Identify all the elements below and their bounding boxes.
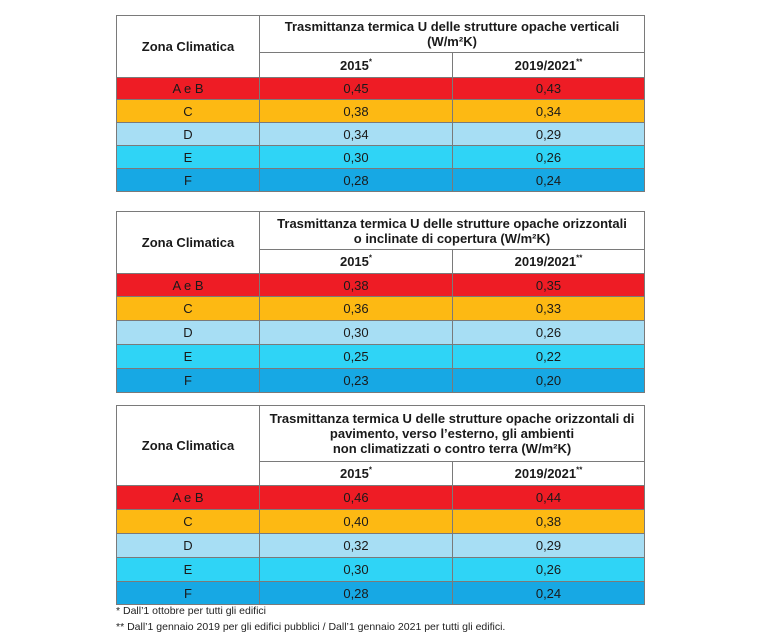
year-2015-header: 2015*: [260, 250, 453, 274]
zone-label: E: [117, 146, 260, 169]
zone-label: D: [117, 534, 260, 558]
value-2019-2021: 0,20: [453, 369, 645, 393]
value-2015: 0,46: [260, 486, 453, 510]
table-row: [117, 100, 645, 123]
table-row: [117, 534, 645, 558]
zone-label: E: [117, 345, 260, 369]
value-2019-2021: 0,24: [453, 582, 645, 605]
zone-label: D: [117, 123, 260, 146]
zone-label: A e B: [117, 486, 260, 510]
table-title: [260, 212, 645, 250]
value-2019-2021: 0,24: [453, 169, 645, 192]
zone-label: C: [117, 100, 260, 123]
title-line: o inclinate di copertura (W/m²K): [353, 230, 551, 246]
table-row: [117, 169, 645, 192]
value-2015: 0,30: [260, 146, 453, 169]
value-2019-2021: 0,33: [453, 297, 645, 321]
value-2015: 0,34: [260, 123, 453, 146]
value-2015: 0,32: [260, 534, 453, 558]
value-2019-2021: 0,26: [453, 321, 645, 345]
value-2015: 0,23: [260, 369, 453, 393]
table-row: [117, 345, 645, 369]
zone-label: A e B: [117, 78, 260, 100]
table-row: [117, 146, 645, 169]
table-row: [117, 321, 645, 345]
title-line: Trasmittanza termica U delle strutture opache orizzontali di: [269, 411, 635, 426]
value-2019-2021: 0,29: [453, 123, 645, 146]
zone-label: F: [117, 369, 260, 393]
zone-label: D: [117, 321, 260, 345]
table-row: [117, 78, 645, 100]
year-2015-header: 2015*: [260, 462, 453, 486]
year-2019-2021-header: 2019/2021**: [453, 250, 645, 274]
table-row: [117, 369, 645, 393]
zone-label: E: [117, 558, 260, 582]
footnote-1: * Dall’1 ottobre per tutti gli edifici: [116, 605, 266, 617]
footnotes: [116, 603, 505, 635]
zone-label: C: [117, 297, 260, 321]
value-2015: 0,30: [260, 321, 453, 345]
zone-label: A e B: [117, 274, 260, 297]
value-2015: 0,25: [260, 345, 453, 369]
value-2015: 0,45: [260, 78, 453, 100]
title-line: pavimento, verso l’esterno, gli ambienti: [329, 426, 575, 441]
title-line: Trasmittanza termica U delle strutture opache verticali: [284, 19, 620, 34]
table-row: [117, 486, 645, 510]
value-2019-2021: 0,35: [453, 274, 645, 297]
value-2019-2021: 0,22: [453, 345, 645, 369]
transmittance-table-floor: [116, 405, 645, 605]
value-2019-2021: 0,29: [453, 534, 645, 558]
transmittance-table-roof: [116, 211, 645, 393]
zone-header: Zona Climatica: [117, 16, 260, 78]
title-line: non climatizzati o contro terra (W/m²K): [332, 441, 572, 456]
table-row: [117, 582, 645, 605]
year-2019-2021-header: 2019/2021**: [453, 462, 645, 486]
table-row: [117, 123, 645, 146]
table-title: [260, 406, 645, 462]
value-2019-2021: 0,44: [453, 486, 645, 510]
title-line: (W/m²K): [427, 34, 477, 49]
zone-label: C: [117, 510, 260, 534]
value-2015: 0,30: [260, 558, 453, 582]
table-title: [260, 16, 645, 53]
transmittance-table-vertical: [116, 15, 645, 192]
title-line: Trasmittanza termica U delle strutture opache orizzontali: [277, 215, 627, 231]
zone-label: F: [117, 169, 260, 192]
zone-header: Zona Climatica: [117, 406, 260, 486]
value-2015: 0,40: [260, 510, 453, 534]
zone-label: F: [117, 582, 260, 605]
zone-header: Zona Climatica: [117, 212, 260, 274]
value-2015: 0,36: [260, 297, 453, 321]
value-2015: 0,28: [260, 169, 453, 192]
value-2015: 0,38: [260, 100, 453, 123]
value-2019-2021: 0,43: [453, 78, 645, 100]
value-2019-2021: 0,34: [453, 100, 645, 123]
value-2015: 0,38: [260, 274, 453, 297]
value-2015: 0,28: [260, 582, 453, 605]
year-2015-header: 2015*: [260, 53, 453, 78]
table-row: [117, 297, 645, 321]
value-2019-2021: 0,38: [453, 510, 645, 534]
year-2019-2021-header: 2019/2021**: [453, 53, 645, 78]
table-row: [117, 510, 645, 534]
value-2019-2021: 0,26: [453, 146, 645, 169]
table-row: [117, 558, 645, 582]
footnote-2: ** Dall’1 gennaio 2019 per gli edifici pubblici / Dall’1 gennaio 2021 per tutti gli edifici.: [116, 621, 506, 633]
table-row: [117, 274, 645, 297]
value-2019-2021: 0,26: [453, 558, 645, 582]
